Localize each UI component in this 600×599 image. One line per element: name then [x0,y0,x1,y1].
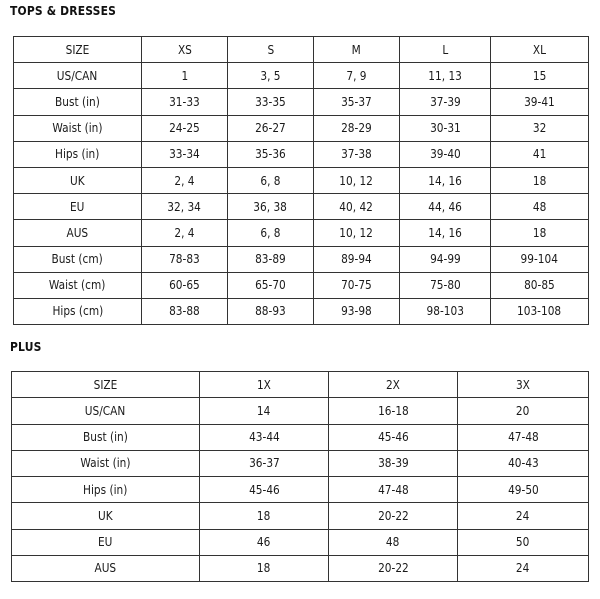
table-cell [458,529,589,555]
cell-text: Waist (cm) [49,278,106,293]
column-header [200,372,329,398]
table-cell [200,555,329,581]
table-cell [491,298,589,324]
cell-text: UK [70,173,85,188]
table-cell [314,194,400,220]
row-label [14,272,142,298]
table-cell [228,141,314,167]
table-cell [400,115,491,141]
cell-text: Waist (in) [80,456,131,471]
table-cell [228,115,314,141]
cell-text: 3X [516,377,530,392]
table-cell [329,503,458,529]
cell-text: Hips (cm) [52,304,103,319]
table-cell [142,167,228,193]
table-cell [491,220,589,246]
cell-text: 18 [532,225,547,240]
cell-text: 2X [386,377,400,392]
table-row [12,398,589,424]
table-cell [329,424,458,450]
cell-text: 20-22 [377,508,409,523]
cell-text: 1 [181,68,188,83]
table-cell [329,398,458,424]
cell-text: Bust (in) [83,430,128,445]
table-row [14,115,589,141]
table-row [14,298,589,324]
cell-text: Bust (cm) [51,252,104,267]
cell-text: 45-46 [377,430,409,445]
cell-text: 28-29 [341,121,372,136]
table-row [12,529,589,555]
cell-text: 33-34 [169,147,200,162]
tops-dresses-title: TOPS & DRESSES [10,3,116,18]
tops_dresses-header-row [14,37,589,63]
table-cell [314,63,400,89]
table-cell [228,167,314,193]
cell-text: EU [98,535,113,550]
cell-text: AUS [66,225,89,240]
cell-text: Hips (in) [55,147,100,162]
row-label [12,555,200,581]
cell-text: XL [532,42,547,57]
table-cell [228,220,314,246]
table-cell [400,141,491,167]
cell-text: 24 [516,561,530,576]
cell-text: 39-40 [429,147,461,162]
cell-text: 10, 12 [339,225,374,240]
table-cell [400,63,491,89]
table-row [14,63,589,89]
cell-text: 33-35 [255,94,286,109]
column-header [142,37,228,63]
table-cell [458,450,589,476]
table-cell [200,450,329,476]
column-header [458,372,589,398]
table-cell [314,298,400,324]
table-cell [329,477,458,503]
column-header [400,37,491,63]
cell-text: 78-83 [169,252,200,267]
cell-text: 47-48 [377,482,409,497]
cell-text: 24 [516,508,530,523]
cell-text: 32, 34 [167,199,202,214]
cell-text: 99-104 [520,252,559,267]
row-label [12,503,200,529]
cell-text: 36-37 [248,456,280,471]
cell-text: 65-70 [255,278,286,293]
row-label [14,246,142,272]
cell-text: 14, 16 [428,225,462,240]
cell-text: 43-44 [248,430,280,445]
cell-text: 38-39 [377,456,409,471]
cell-text: 36, 38 [253,199,288,214]
cell-text: 15 [532,68,547,83]
table-row [12,555,589,581]
table-cell [458,555,589,581]
cell-text: AUS [94,561,117,576]
table-cell [200,529,329,555]
cell-text: Waist (in) [52,121,103,136]
cell-text: 3, 5 [260,68,281,83]
cell-text: Bust (in) [55,94,100,109]
table-cell [142,272,228,298]
cell-text: US/CAN [57,68,98,83]
table-cell [142,220,228,246]
cell-text: 98-103 [426,304,464,319]
cell-text: Hips (in) [83,482,128,497]
row-label [14,115,142,141]
table-cell [491,141,589,167]
table-cell [458,477,589,503]
table-cell [228,298,314,324]
table-row [14,246,589,272]
table-cell [329,450,458,476]
table-cell [329,529,458,555]
table-cell [491,194,589,220]
cell-text: 26-27 [255,121,286,136]
cell-text: 49-50 [507,482,539,497]
cell-text: 30-31 [429,121,461,136]
row-label [12,424,200,450]
table-cell [228,63,314,89]
cell-text: 75-80 [429,278,461,293]
tops-dresses-size-table [13,36,589,325]
table-cell [400,194,491,220]
table-cell [314,89,400,115]
cell-text: 40, 42 [339,199,374,214]
cell-text: 70-75 [341,278,372,293]
cell-text: 41 [532,147,547,162]
row-label [12,477,200,503]
table-cell [491,89,589,115]
cell-text: 83-89 [255,252,286,267]
plus-size-table [11,371,589,582]
row-label [14,63,142,89]
row-label [14,194,142,220]
column-header [12,372,200,398]
cell-text: 89-94 [341,252,372,267]
table-cell [228,194,314,220]
cell-text: 14 [257,403,271,418]
cell-text: 6, 8 [260,225,281,240]
cell-text: 11, 13 [428,68,462,83]
cell-text: SIZE [65,42,90,57]
table-cell [314,115,400,141]
cell-text: 48 [386,535,400,550]
row-label [12,398,200,424]
table-cell [491,167,589,193]
table-row [14,141,589,167]
table-row [14,220,589,246]
table-cell [400,220,491,246]
table-cell [400,167,491,193]
table-cell [200,424,329,450]
row-label [14,141,142,167]
cell-text: 18 [532,173,547,188]
cell-text: 37-38 [341,147,372,162]
table-row [14,89,589,115]
table-cell [400,246,491,272]
cell-text: 44, 46 [428,199,462,214]
row-label [14,298,142,324]
table-cell [491,115,589,141]
table-cell [314,167,400,193]
plus-table-body [12,372,589,582]
cell-text: 32 [532,121,547,136]
table-row [12,503,589,529]
cell-text: UK [98,508,113,523]
column-header [491,37,589,63]
table-cell [142,63,228,89]
table-row [12,450,589,476]
cell-text: 1X [257,377,271,392]
table-row [14,167,589,193]
table-cell [400,272,491,298]
plus-title: PLUS [10,339,42,354]
cell-text: 2, 4 [174,173,195,188]
cell-text: 10, 12 [339,173,374,188]
cell-text: 35-37 [341,94,372,109]
table-cell [491,272,589,298]
cell-text: M [351,42,362,57]
cell-text: 46 [257,535,271,550]
cell-text: 93-98 [341,304,372,319]
cell-text: 24-25 [169,121,200,136]
table-cell [200,398,329,424]
row-label [12,529,200,555]
cell-text: 47-48 [507,430,539,445]
cell-text: 60-65 [169,278,200,293]
cell-text: S [267,42,274,57]
table-row [12,424,589,450]
table-row [14,194,589,220]
plus-header-row [12,372,589,398]
cell-text: EU [70,199,85,214]
cell-text: 20 [516,403,530,418]
cell-text: 50 [516,535,530,550]
cell-text: US/CAN [85,403,126,418]
table-cell [458,424,589,450]
table-cell [142,298,228,324]
table-cell [142,246,228,272]
cell-text: 45-46 [248,482,280,497]
row-label [14,89,142,115]
cell-text: 37-39 [429,94,461,109]
table-cell [200,503,329,529]
table-cell [400,89,491,115]
table-cell [142,115,228,141]
cell-text: 83-88 [169,304,200,319]
cell-text: SIZE [93,377,118,392]
table-cell [314,220,400,246]
cell-text: 88-93 [255,304,286,319]
tops-dresses-table-body [14,37,589,325]
cell-text: 48 [532,199,547,214]
table-cell [314,246,400,272]
table-cell [314,272,400,298]
cell-text: 2, 4 [174,225,195,240]
table-cell [491,63,589,89]
cell-text: XS [177,42,192,57]
table-cell [458,398,589,424]
column-header [314,37,400,63]
column-header [329,372,458,398]
table-cell [458,503,589,529]
cell-text: 103-108 [517,304,562,319]
cell-text: 16-18 [377,403,409,418]
row-label [12,450,200,476]
cell-text: 18 [257,508,271,523]
table-row [12,477,589,503]
cell-text: 14, 16 [428,173,462,188]
table-cell [400,298,491,324]
table-cell [200,477,329,503]
cell-text: 18 [257,561,271,576]
row-label [14,167,142,193]
table-cell [491,246,589,272]
table-cell [314,141,400,167]
column-header [14,37,142,63]
table-cell [142,194,228,220]
cell-text: 94-99 [429,252,461,267]
column-header [228,37,314,63]
cell-text: 35-36 [255,147,286,162]
table-cell [142,141,228,167]
table-cell [228,89,314,115]
table-cell [228,272,314,298]
table-row [14,272,589,298]
cell-text: 31-33 [169,94,200,109]
table-cell [228,246,314,272]
cell-text: 39-41 [524,94,555,109]
row-label [14,220,142,246]
table-cell [142,89,228,115]
cell-text: 7, 9 [346,68,367,83]
cell-text: L [442,42,448,57]
cell-text: 40-43 [507,456,539,471]
cell-text: 6, 8 [260,173,281,188]
cell-text: 20-22 [377,561,409,576]
table-cell [329,555,458,581]
cell-text: 80-85 [524,278,555,293]
